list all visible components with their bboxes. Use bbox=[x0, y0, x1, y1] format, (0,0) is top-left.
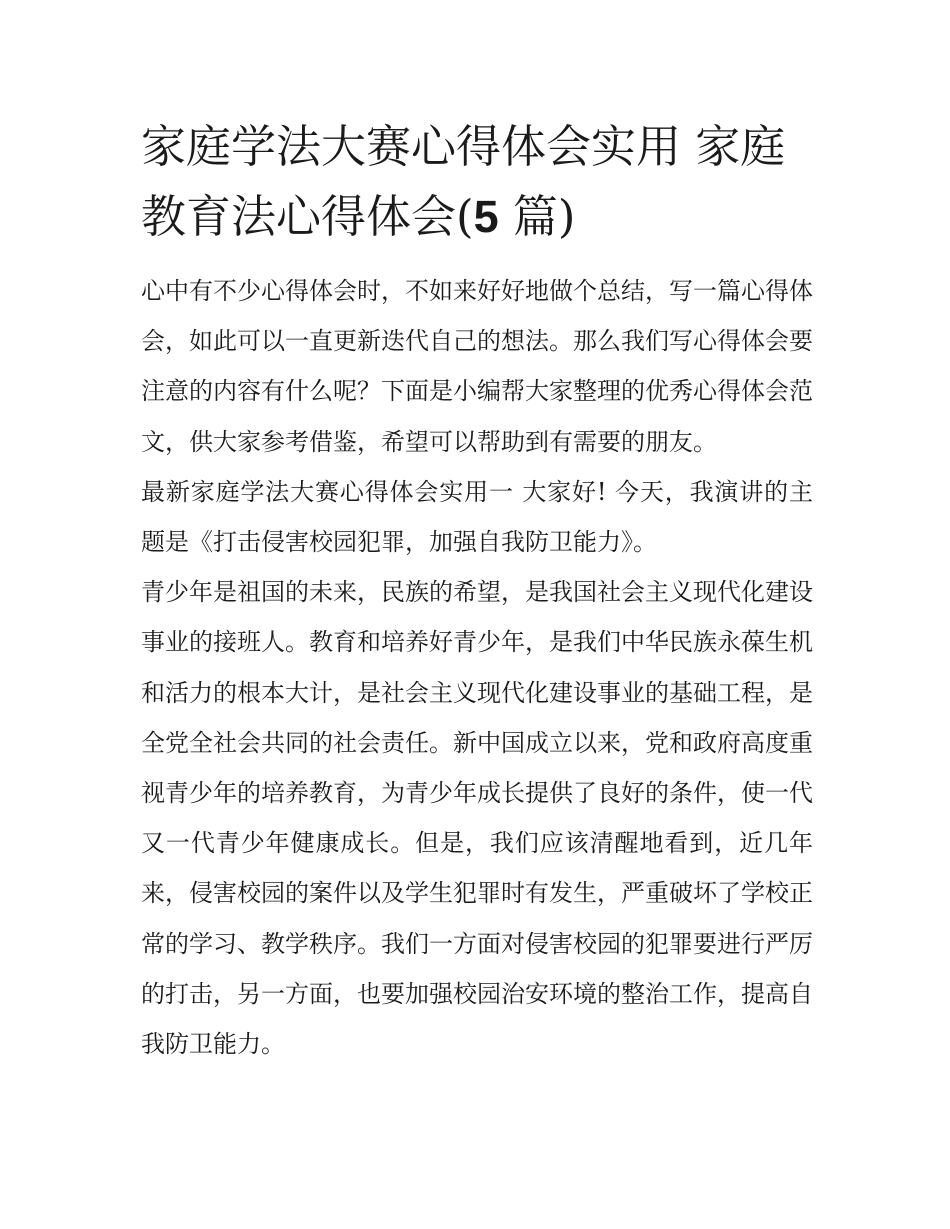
paragraph-speech-opening: 最新家庭学法大赛心得体会实用一 大家好! 今天，我演讲的主题是《打击侵害校园犯罪，加强自我防卫能力》。 bbox=[141, 477, 813, 557]
document-body bbox=[141, 112, 813, 1069]
paragraph-youth: 青少年是祖国的未来，民族的希望，是我国社会主义现代化建设事业的接班人。教育和培养好青少年，是我们中华民族永葆生机和活力的根本大计，是社会主义现代化建设事业的基础工程，是全党全社会共同的社会责任。新中国成立以来，党和政府高度重视青少年的培养教育，为青少年成长提供了良好的条件，使一代又一代青少年健康成长。但是，我们应该清醒地看到，近几年来，侵害校园的案件以及学生犯罪时有发生，严重破坏了学校正常的学习、教学秩序。我们一方面对侵害校园的犯罪要进行严厉的打击，另一方面，也要加强校园治安环境的整治工作，提高自我防卫能力。 bbox=[141, 578, 813, 1059]
title-text: 家庭学法大赛心得体会实用 家庭教育法心得体会( bbox=[141, 120, 786, 243]
title-number: 5 bbox=[473, 191, 499, 242]
document-title bbox=[141, 112, 813, 252]
title-suffix: 篇) bbox=[498, 190, 576, 243]
paragraph-intro: 心中有不少心得体会时，不如来好好地做个总结，写一篇心得体会，如此可以一直更新迭代自己的想法。那么我们写心得体会要注意的内容有什么呢？下面是小编帮大家整理的优秀心得体会范文，供大家参考借鉴，希望可以帮助到有需要的朋友。 bbox=[141, 277, 813, 456]
